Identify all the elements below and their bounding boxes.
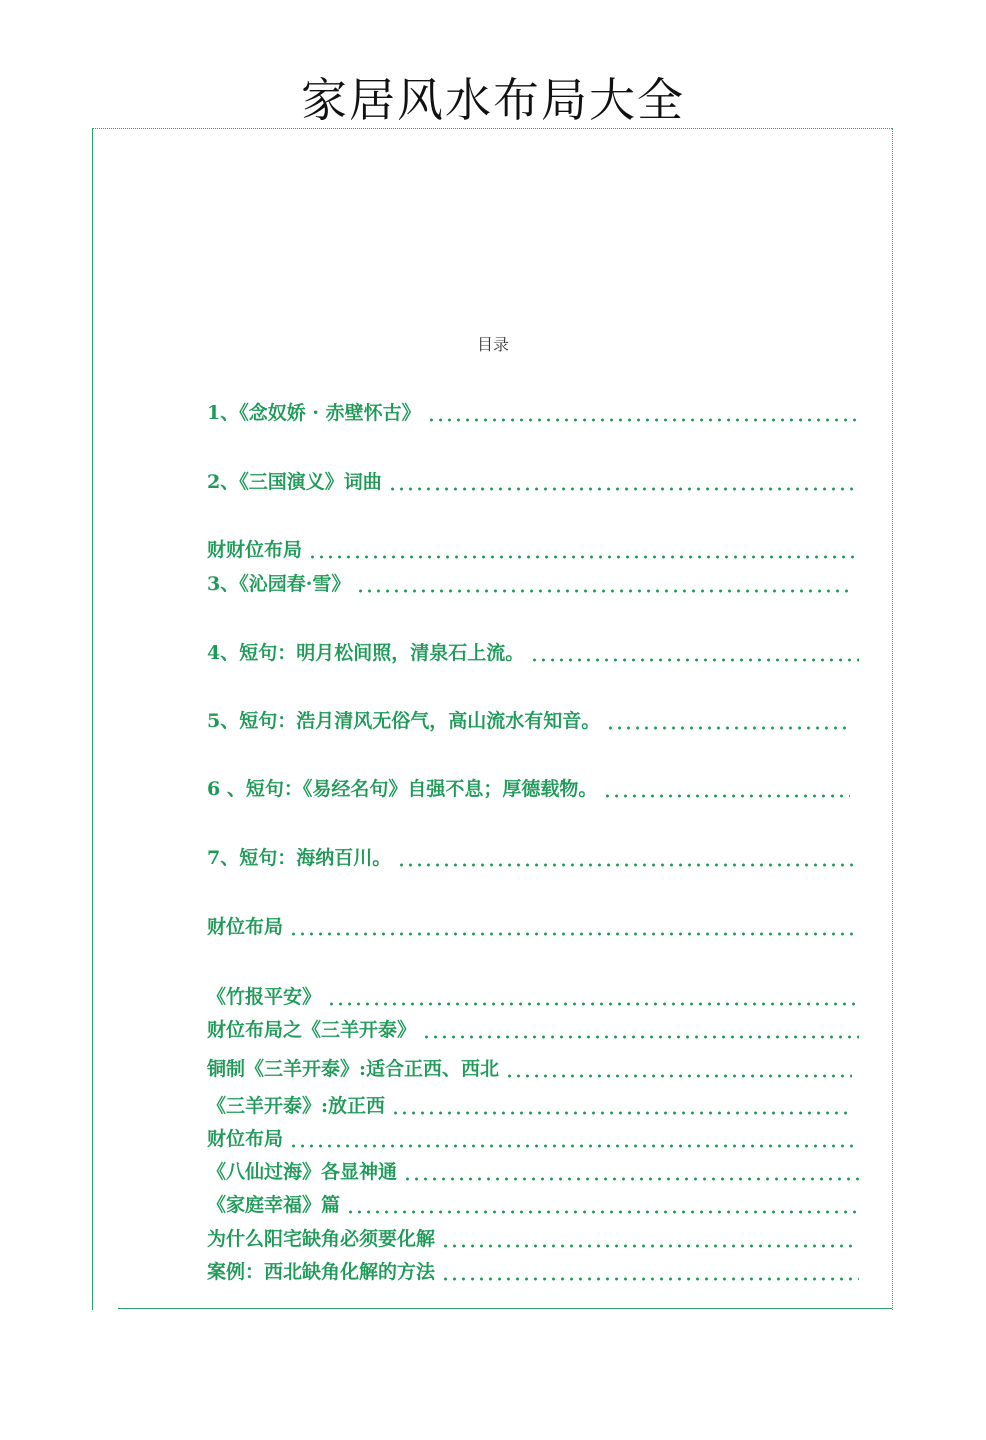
toc-entry[interactable] <box>207 1126 859 1152</box>
toc-entry[interactable] <box>207 1259 859 1285</box>
toc-entry-text: 《八仙过海》各显神通 <box>207 1161 398 1183</box>
toc-leader-dots <box>603 793 850 799</box>
toc-entry[interactable] <box>207 1192 859 1218</box>
toc-entry-text: 3、《沁园春·雪》 <box>207 573 351 595</box>
toc-entry-text: 6 、短句：《易经名句》自强不息；厚德载物。 <box>207 778 598 800</box>
toc-entry[interactable] <box>207 1093 852 1119</box>
toc-entry-text: 财位布局 <box>207 1128 284 1150</box>
toc-entry[interactable] <box>207 400 859 426</box>
toc-leader-dots <box>289 1143 859 1149</box>
frame-right-border <box>892 128 893 1310</box>
toc-leader-dots <box>530 657 859 663</box>
toc-entry-text: 7、短句：海纳百川。 <box>207 847 392 869</box>
toc-leader-dots <box>422 1034 859 1040</box>
toc-entry-text: 为什么阳宅缺角必须要化解 <box>207 1228 436 1250</box>
toc-entry-text: 1、《念奴娇 · 赤壁怀古》 <box>207 402 421 424</box>
toc-entry-text: 铜制《三羊开泰》:适合正西、西北 <box>207 1058 500 1080</box>
toc-entry[interactable] <box>207 537 859 563</box>
toc-leader-dots <box>397 862 859 868</box>
toc-entry[interactable] <box>207 914 859 940</box>
toc-entry[interactable] <box>207 845 859 871</box>
toc-leader-dots <box>441 1276 859 1282</box>
toc-entry[interactable] <box>207 1226 852 1252</box>
toc-leader-dots <box>391 1110 852 1116</box>
toc-entry-text: 4、短句：明月松间照，清泉石上流。 <box>207 642 525 664</box>
toc-entry[interactable] <box>207 776 850 802</box>
toc-heading: 目录 <box>476 335 509 354</box>
toc-leader-dots <box>441 1243 852 1249</box>
toc-entry-text: 《家庭幸福》篇 <box>207 1194 341 1216</box>
toc-leader-dots <box>289 931 859 937</box>
toc-entry-text: 5、短句：浩月清风无俗气，高山流水有知音。 <box>207 710 601 732</box>
toc-entry[interactable] <box>207 640 859 666</box>
toc-entry-text: 《三羊开泰》:放正西 <box>207 1095 386 1117</box>
toc-leader-dots <box>356 588 852 594</box>
toc-leader-dots <box>388 486 859 492</box>
toc-entry[interactable] <box>207 984 859 1010</box>
toc-leader-dots <box>505 1073 852 1079</box>
toc-entry[interactable] <box>207 1056 852 1082</box>
toc-leader-dots <box>606 725 850 731</box>
toc-entry-text: 财位布局 <box>207 916 284 938</box>
toc-leader-dots <box>346 1209 859 1215</box>
toc-entry[interactable] <box>207 1017 859 1043</box>
toc-leader-dots <box>403 1176 859 1182</box>
frame-left-border <box>92 128 93 1310</box>
frame-top-border <box>92 128 892 129</box>
toc-leader-dots <box>327 1001 859 1007</box>
toc-entry[interactable] <box>207 571 852 597</box>
toc-leader-dots <box>427 417 859 423</box>
toc-entry-text: 财位布局之《三羊开泰》 <box>207 1019 417 1041</box>
toc-entry[interactable] <box>207 469 859 495</box>
toc-entry[interactable] <box>207 1159 859 1185</box>
toc-entry-text: 2、《三国演义》词曲 <box>207 471 382 493</box>
toc-leader-dots <box>308 554 859 560</box>
frame-bottom-border <box>118 1308 892 1309</box>
toc-entry-text: 财财位布局 <box>207 539 303 561</box>
toc-entry[interactable] <box>207 708 850 734</box>
toc-entry-text: 案例：西北缺角化解的方法 <box>207 1261 436 1283</box>
document-title: 家居风水布局大全 <box>301 73 685 127</box>
toc-entry-text: 《竹报平安》 <box>207 986 322 1008</box>
